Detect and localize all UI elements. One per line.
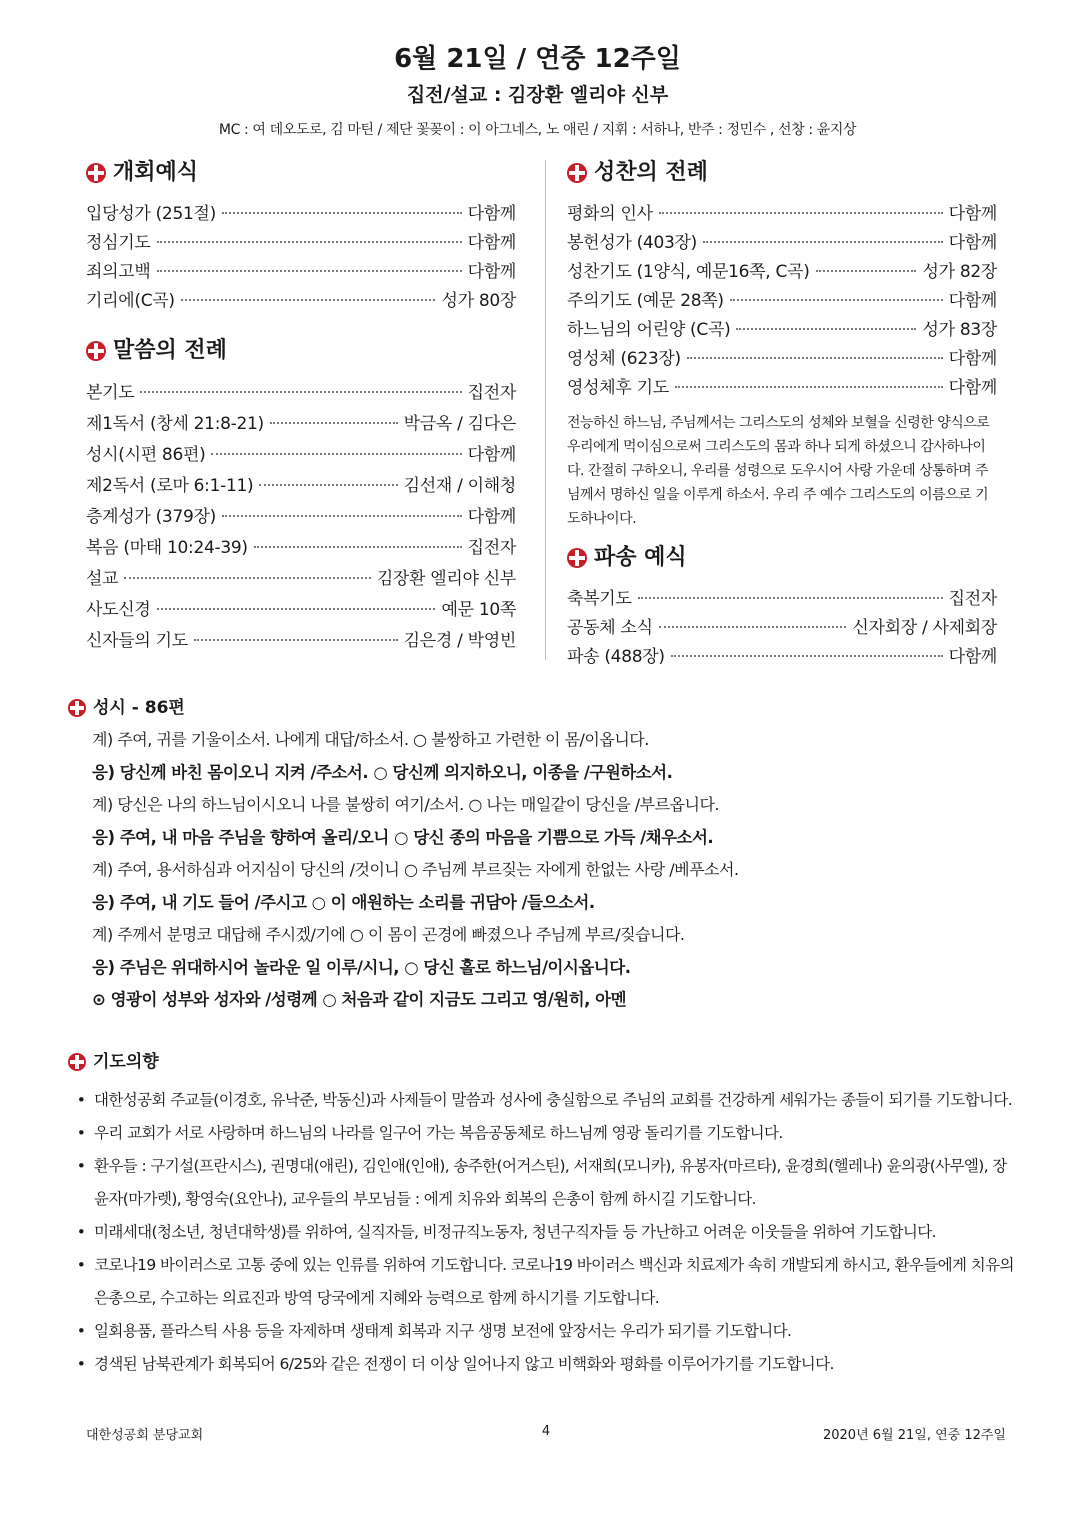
list-item: 사도신경 예문 10쪽 (86, 600, 516, 620)
list-item: • 우리 교회가 서로 사랑하며 하느님의 나라를 일구어 가는 복음공동체로 하느님께 영광 돌리기를 기도합니다. (76, 1124, 783, 1142)
list-item: • 일회용품, 플라스틱 사용 등을 자제하며 생태계 회복과 지구 생명 보전에 앞장서는 우리가 되기를 기도합니다. (76, 1322, 792, 1340)
psalm-response: 응) 당신께 바친 몸이오니 지켜 /주소서. ○ 당신께 의지하오니, 이종을 /구원하소서. (92, 762, 673, 782)
list-item: 신자들의 기도 김은경 / 박영빈 (86, 631, 516, 651)
psalm-response: 응) 주여, 내 마음 주님을 향하여 올리/오니 ○ 당신 종의 마음을 기쁨으로 가득 /채우소서. (92, 827, 714, 847)
psalm-section (68, 694, 1018, 1017)
list-item: 하느님의 어린양 (C곡) 성가 83장 (567, 320, 997, 340)
psalm-response: 응) 주여, 내 기도 들어 /주시고 ○ 이 애원하는 소리를 귀담아 /들으소서. (92, 892, 595, 912)
cross-icon (68, 1053, 86, 1071)
page-title: 6월 21일 / 연중 12주일 (394, 44, 681, 74)
section-title-eucharist: 성찬의 전례 (567, 156, 997, 190)
list-item: • 코로나19 바이러스로 고통 중에 있는 인류를 위하여 기도합니다. 코로나19 바이러스 백신과 치료제가 속히 개발되게 하시고, 환우들에게 치유의 은총으로, 수고하는 의료진과 방역 당국에게 지혜와 능력으로 함께 하시기를 기도합니다. (76, 1256, 1014, 1307)
list-item: • 미래세대(청소년, 청년대학생)를 위하여, 실직자들, 비정규직노동자, 청년구직자들 등 가난하고 어려운 이웃들을 위하여 기도합니다. (76, 1223, 936, 1241)
cross-icon (86, 163, 106, 183)
list-item: 제2독서 (로마 6:1-11) 김선재 / 이해청 (86, 476, 516, 496)
page-footer (86, 1424, 1006, 1444)
list-item: • 경색된 남북관계가 회복되어 6/25와 같은 전쟁이 더 이상 일어나지 않고 비핵화와 평화를 이루어가기를 기도합니다. (76, 1355, 834, 1373)
section-title-word: 말씀의 전례 (86, 334, 516, 368)
list-item: 제1독서 (창세 21:8-21) 박금옥 / 김다은 (86, 414, 516, 434)
psalm-doxology: ⊙ 영광이 성부와 성자와 /성령께 ○ 처음과 같이 지금도 그리고 영/원히, 아멘 (92, 990, 627, 1009)
page-number: 4 (541, 1424, 551, 1439)
list-item: 성시(시편 86편) 다함께 (86, 445, 516, 465)
list-item: 본기도 집전자 (86, 383, 516, 403)
footer-date: 2020년 6월 21일, 연중 12주일 (822, 1428, 1006, 1443)
list-item: 영성체후 기도 다함께 (567, 378, 997, 398)
psalm-line: 계) 당신은 나의 하느님이시오니 나를 불쌍히 여기/소서. ○ 나는 매일같이 당신을 /부르옵니다. (92, 795, 720, 814)
list-item: 입당성가 (251절) 다함께 (86, 204, 516, 224)
list-item: 정심기도 다함께 (86, 233, 516, 253)
list-item: 축복기도 집전자 (567, 589, 997, 609)
list-item: • 대한성공회 주교들(이경호, 유낙준, 박동신)과 사제들이 말씀과 성사에 충실함으로 주님의 교회를 건강하게 세워가는 종들이 되기를 기도합니다. (76, 1091, 1013, 1109)
psalm-title: 성시 - 86편 (68, 694, 1018, 722)
intentions-title: 기도의향 (68, 1048, 1018, 1076)
opening-list (86, 200, 516, 316)
word-list (86, 378, 516, 657)
list-item: 공동체 소식 신자회장 / 사제회장 (567, 618, 997, 638)
list-item: 평화의 인사 다함께 (567, 204, 997, 224)
right-column (567, 156, 997, 672)
intentions-list (68, 1084, 1018, 1381)
cross-icon (86, 341, 106, 361)
list-item: 설교 김장환 엘리야 신부 (86, 569, 516, 589)
cross-icon (567, 163, 587, 183)
list-item: 복음 (마태 10:24-39) 집전자 (86, 538, 516, 558)
column-divider (545, 160, 546, 660)
list-item: 파송 (488장) 다함께 (567, 647, 997, 667)
dismissal-list (567, 585, 997, 672)
list-item: 영성체 (623장) 다함께 (567, 349, 997, 369)
cross-icon (68, 699, 86, 717)
footer-church: 대한성공회 분당교회 (86, 1428, 204, 1443)
post-communion-prayer: 전능하신 하느님, 주님께서는 그리스도의 성체와 보혈을 신령한 양식으로 우리에게 먹이심으로써 그리스도의 몸과 하나 되게 하셨으니 감사하나이다. 간절히 구하오니, 우리를 성령으로 도우시어 사랑 가운데 상통하며 주님께서 명하신 일을 이루게 하소서. 우리 주 예수 그리스도의 이름으로 기도하나이다. (567, 415, 990, 527)
intentions-section (68, 1048, 1018, 1381)
ministers-line: MC : 여 데오도로, 김 마틴 / 제단 꽃꽂이 : 이 아그네스, 노 애린 / 지휘 : 서하나, 반주 : 정민수 , 선창 : 윤지상 (218, 122, 857, 138)
psalm-line: 계) 주여, 용서하심과 어지심이 당신의 /것이니 ○ 주님께 부르짖는 자에게 한없는 사랑 /베푸소서. (92, 860, 739, 879)
left-column (86, 156, 516, 657)
eucharist-list (567, 200, 997, 403)
psalm-line: 계) 주께서 분명코 대답해 주시겠/기에 ○ 이 몸이 곤경에 빠졌으나 주님께 부르/짖습니다. (92, 925, 685, 944)
cross-icon (567, 548, 587, 568)
section-title-dismissal: 파송 예식 (567, 541, 997, 575)
list-item: 봉헌성가 (403장) 다함께 (567, 233, 997, 253)
list-item: 성찬기도 (1양식, 예문16쪽, C곡) 성가 82장 (567, 262, 997, 282)
list-item: 죄의고백 다함께 (86, 262, 516, 282)
psalm-response: 응) 주님은 위대하시어 놀라운 일 이루/시니, ○ 당신 홀로 하느님/이시옵니다. (92, 957, 631, 977)
list-item: • 환우들 : 구기설(프란시스), 권명대(애린), 김인애(인애), 송주한(어거스틴), 서재희(모니카), 유봉자(마르타), 윤경희(헬레나) 윤의광(사무엘), 장윤자(마가렛), 황영숙(요안나), 교우들의 부모님들 : 에게 치유와 회복의 은총이 함께 하시길 기도합니다. (76, 1157, 1007, 1208)
officiant-line: 집전/설교 : 김장환 엘리야 신부 (406, 84, 669, 106)
psalm-line: 계) 주여, 귀를 기울이소서. 나에게 대답/하소서. ○ 불쌍하고 가련한 이 몸/이옵니다. (92, 730, 649, 749)
psalm-lines (92, 724, 1018, 1017)
list-item: 주의기도 (예문 28쪽) 다함께 (567, 291, 997, 311)
list-item: 층계성가 (379장) 다함께 (86, 507, 516, 527)
section-title-opening: 개회예식 (86, 156, 516, 190)
list-item: 기리에(C곡) 성가 80장 (86, 291, 516, 311)
